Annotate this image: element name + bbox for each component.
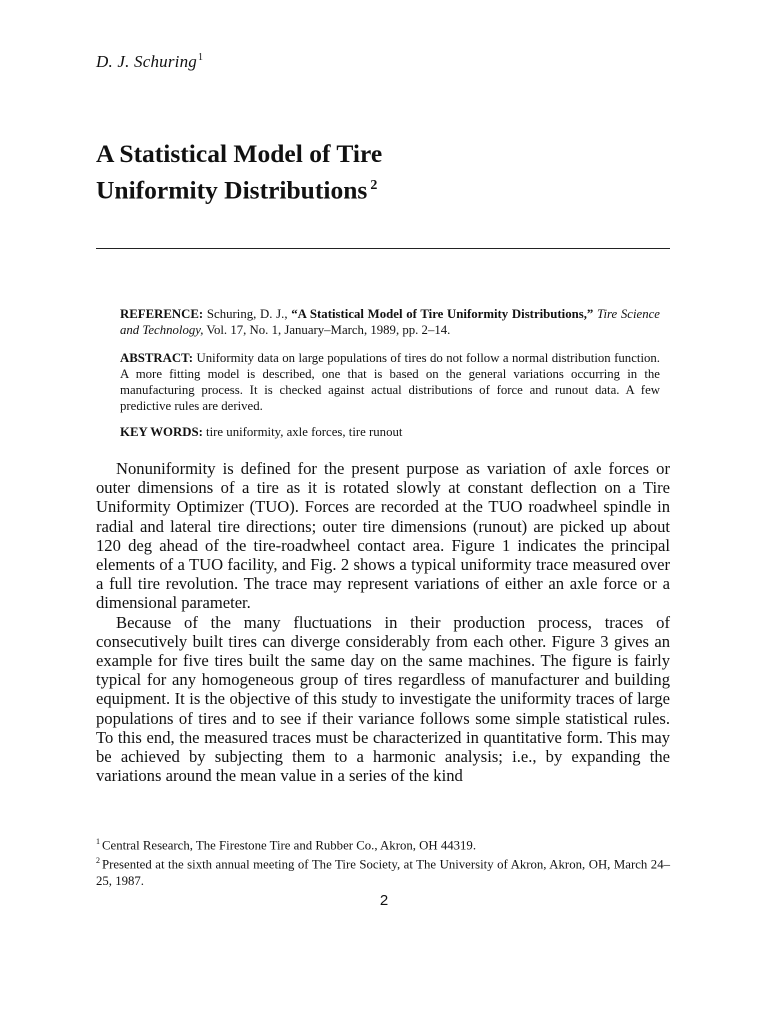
footnotes [96,834,670,889]
footnote-2 [96,853,670,888]
page-number: 2 [379,892,389,909]
title-line-1: A Statistical Model of Tire [96,139,383,168]
body-paragraph-2: Because of the many fluctuations in their production process, traces of consecutively built tires can diverge considerably from each other. Figure 3 gives an example for five tires built the same day on the same machines. The figure is fairly typical for any homogeneous group of tires regardless of manufacturer and building equipment. It is the objective of this study to investigate the uniformity traces of large populations of tires and to see if their variance follows some simple statistical rules. To this end, the measured traces must be characterized in quantitative form. This may be achieved by subjecting them to a harmonic analysis; i.e., by expanding the variations around the mean value in a series of the kind [96,612,670,786]
author-line [96,52,203,72]
title-line-2 [96,170,656,207]
article-body [96,459,670,785]
footnote-2-marker: 2 [96,856,100,866]
reference-block [120,306,660,338]
abstract-text: Uniformity data on large populations of tires do not follow a normal distribution function. A more fitting model is described, one that is based on the general variations occurring in the manufacturing process. It is checked against actual distributions of force and runout data. A few predictive rules are derived. [120,351,660,413]
footnote-1-marker: 1 [96,837,100,846]
keywords-text: tire uniformity, axle forces, tire runout [206,425,403,439]
reference-journal: Tire Science and Technology, [120,307,660,337]
footnote-1 [96,834,670,853]
reference-authors: Schuring, D. J., [206,307,292,321]
article-title [96,138,656,207]
reference-details: Vol. 17, No. 1, January–March, 1989, pp. 2–14. [203,323,451,337]
title-line-2-text: Uniformity Distributions [96,175,368,205]
author-name: D. J. Schuring [96,52,198,71]
reference-article-title: “A Statistical Model of Tire Uniformity Distributions,” [291,307,594,321]
footnote-1-text: Central Research, The Firestone Tire and Rubber Co., Akron, OH 44319. [102,838,477,853]
abstract-label: ABSTRACT: [120,351,194,365]
author-footnote-marker: 1 [198,52,204,64]
title-footnote-marker: 2 [370,178,378,193]
keywords-block [120,424,660,440]
reference-label: REFERENCE: [120,307,204,321]
title-divider [96,248,670,249]
body-paragraph-1: Nonuniformity is defined for the present purpose as variation of axle forces or outer dimensions of a tire as it is rotated slowly at constant deflection on a Tire Uniformity Optimizer (TUO). Forces are recorded at the TUO roadwheel spindle in radial and lateral tire directions; outer tire dimensions (runout) are picked up about 120 deg ahead of the tire-roadwheel contact area. Figure 1 indicates the principal elements of a TUO facility, and Fig. 2 shows a typical uniformity trace measured over a full tire revolution. The trace may represent variations of either an axle force or a dimensional parameter. [96,459,670,613]
keywords-label: KEY WORDS: [120,425,203,439]
footnote-2-text: Presented at the sixth annual meeting of The Tire Society, at The University of Akron, Akron, OH, March 24–25, 1987. [96,857,670,888]
abstract-block [120,350,660,414]
